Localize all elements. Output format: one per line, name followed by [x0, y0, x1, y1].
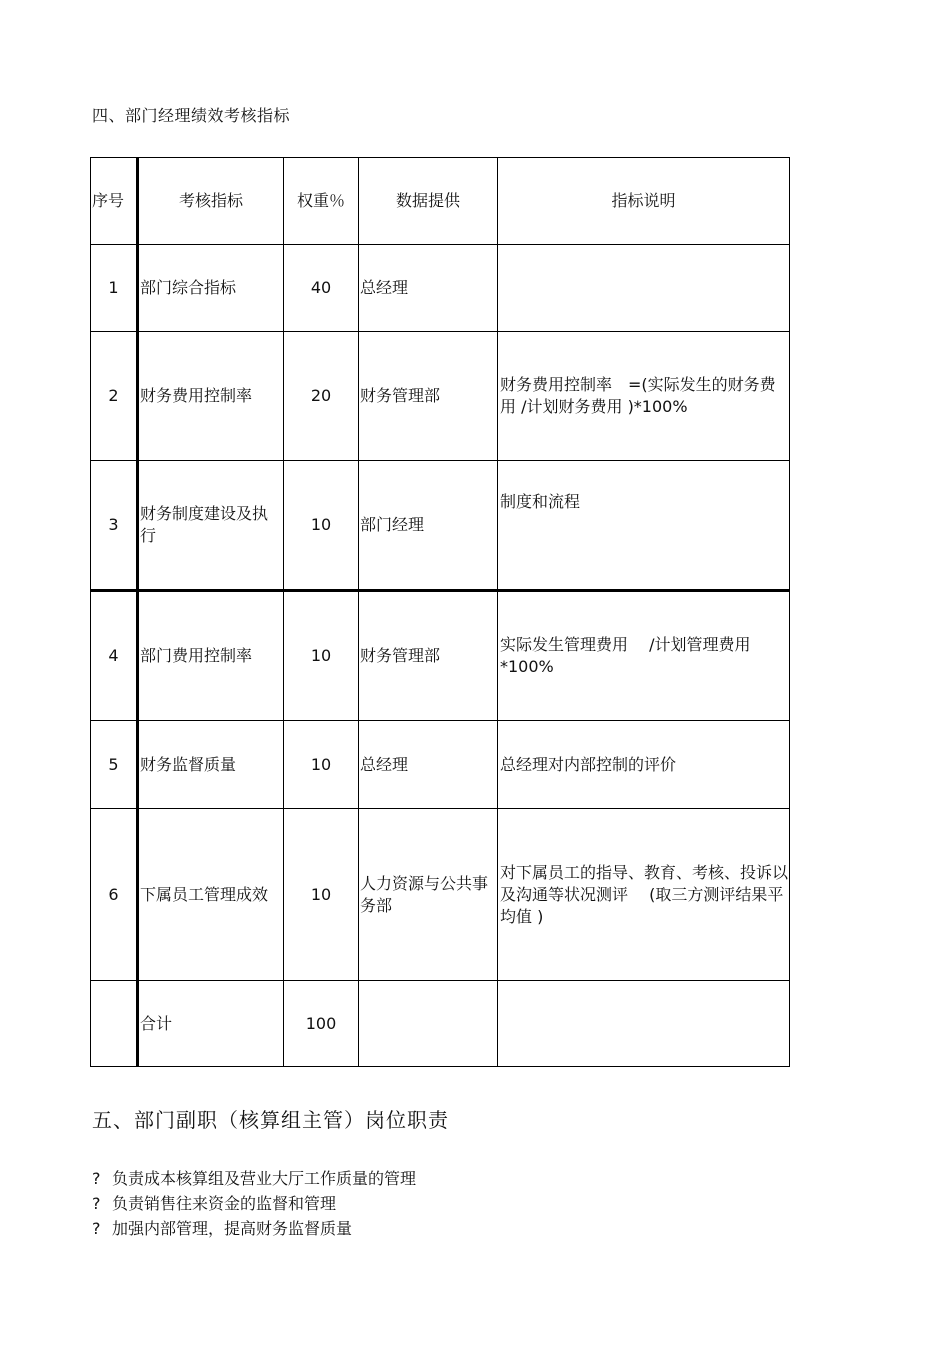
bullet-marker: ? [92, 1219, 101, 1238]
row-desc: 总经理对内部控制的评价 [498, 721, 790, 809]
table-row [91, 721, 790, 809]
row-source: 财务管理部 [359, 591, 498, 721]
row-weight: 20 [284, 332, 359, 461]
row-no: 2 [91, 332, 138, 461]
row-weight: 100 [284, 981, 359, 1067]
header-seq: 序号 [91, 158, 138, 245]
list-item [92, 1216, 416, 1241]
row-indicator: 部门综合指标 [138, 245, 284, 332]
table-row [91, 332, 790, 461]
row-weight: 10 [284, 591, 359, 721]
row-source [359, 981, 498, 1067]
header-source: 数据提供 [359, 158, 498, 245]
row-source: 总经理 [359, 245, 498, 332]
row-no [91, 981, 138, 1067]
row-indicator: 合计 [138, 981, 284, 1067]
row-weight: 40 [284, 245, 359, 332]
table-row [91, 461, 790, 591]
row-desc: 实际发生管理费用 /计划管理费用 *100% [498, 591, 790, 721]
row-desc: 对下属员工的指导、教育、考核、投诉以及沟通等状况测评 (取三方测评结果平均值 ) [498, 809, 790, 981]
table-row [91, 809, 790, 981]
list-item [92, 1166, 416, 1191]
bullet-marker: ? [92, 1194, 101, 1213]
row-indicator: 财务制度建设及执行 [138, 461, 284, 591]
row-desc: 制度和流程 [498, 461, 790, 591]
duty-text: 负责成本核算组及营业大厅工作质量的管理 [112, 1169, 417, 1188]
row-weight: 10 [284, 721, 359, 809]
row-source: 财务管理部 [359, 332, 498, 461]
kpi-table [90, 157, 790, 1067]
row-desc: 财务费用控制率 =(实际发生的财务费用 /计划财务费用 )*100% [498, 332, 790, 461]
header-indicator: 考核指标 [138, 158, 284, 245]
row-source: 部门经理 [359, 461, 498, 591]
duty-text: 加强内部管理，提高财务监督质量 [112, 1219, 353, 1238]
row-source: 总经理 [359, 721, 498, 809]
row-no: 5 [91, 721, 138, 809]
row-weight: 10 [284, 809, 359, 981]
section-5-title: 五、部门副职（核算组主管）岗位职责 [92, 1108, 449, 1132]
row-indicator: 财务费用控制率 [138, 332, 284, 461]
header-weight: 权重％ [284, 158, 359, 245]
duty-text: 负责销售往来资金的监督和管理 [112, 1194, 337, 1213]
bullet-marker: ? [92, 1169, 101, 1188]
row-indicator: 部门费用控制率 [138, 591, 284, 721]
row-source: 人力资源与公共事务部 [359, 809, 498, 981]
row-indicator: 财务监督质量 [138, 721, 284, 809]
table-total-row [91, 981, 790, 1067]
row-desc [498, 981, 790, 1067]
table-row [91, 245, 790, 332]
row-no: 1 [91, 245, 138, 332]
list-item [92, 1191, 416, 1216]
table-row [91, 591, 790, 721]
row-no: 3 [91, 461, 138, 591]
row-no: 4 [91, 591, 138, 721]
row-indicator: 下属员工管理成效 [138, 809, 284, 981]
table-header-row [91, 158, 790, 245]
duty-list [92, 1166, 416, 1241]
row-no: 6 [91, 809, 138, 981]
row-weight: 10 [284, 461, 359, 591]
section-4-title: 四、部门经理绩效考核指标 [92, 106, 291, 125]
header-desc: 指标说明 [498, 158, 790, 245]
row-desc [498, 245, 790, 332]
